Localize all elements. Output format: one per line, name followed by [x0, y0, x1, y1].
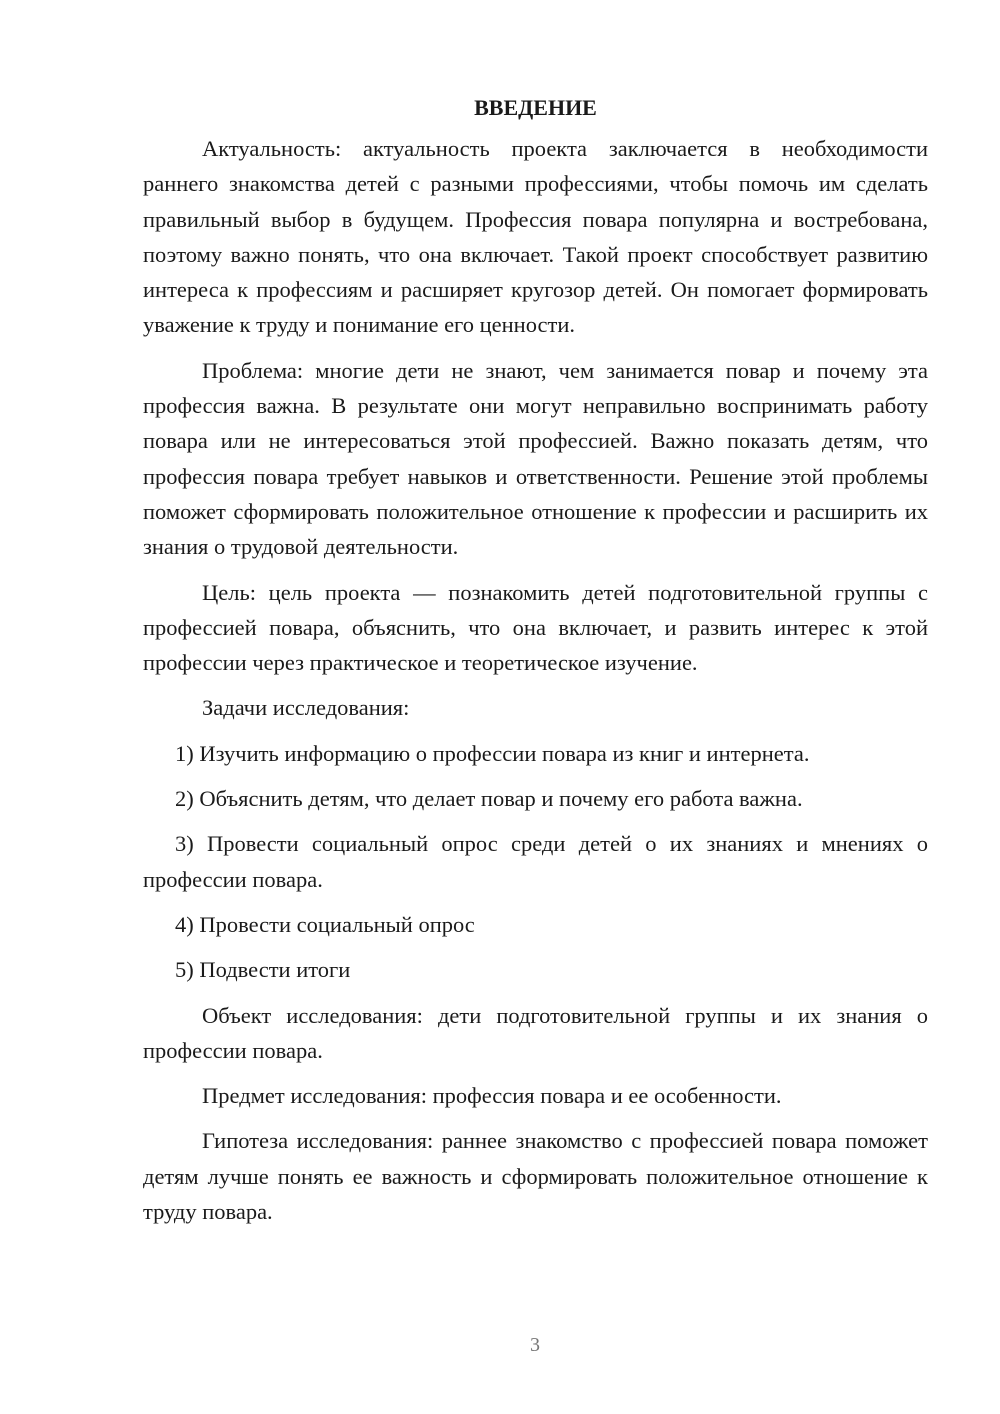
task-item: 2) Объяснить детям, что делает повар и почему его работа важна. — [175, 786, 803, 812]
hypothesis-paragraph: Гипотеза исследования: раннее знакомство с профессией повара поможет детям лучше понять ее важность и сформировать положительное отношение к труду повара. — [143, 1128, 928, 1225]
task-item: 1) Изучить информацию о профессии повара из книг и интернета. — [175, 740, 810, 766]
subject-paragraph: Предмет исследования: профессия повара и ее особенности. — [202, 1083, 782, 1109]
goal-paragraph: Цель: цель проекта — познакомить детей подготовительной группы с профессией повара, объяснить, что она включает, и развить интерес к этой профессии через практическое и теоретическое изучение. — [143, 579, 928, 676]
tasks-heading: Задачи исследования: — [202, 695, 410, 721]
task-item: 4) Провести социальный опрос — [175, 911, 475, 937]
task-item: 3) Провести социальный опрос среди детей о их знаниях и мнениях о профессии повара. — [143, 831, 928, 892]
page-number: 3 — [530, 1334, 540, 1356]
problem-paragraph: Проблема: многие дети не знают, чем занимается повар и почему эта профессия важна. В результате они могут неправильно воспринимать работу повара или не интересоваться этой профессией. Важно показать детям, что профессия повара требует навыков и ответственности. Решение этой проблемы поможет сформировать положительное отношение к профессии и расширить их знания о трудовой деятельности. — [143, 357, 928, 560]
object-paragraph: Объект исследования: дети подготовительной группы и их знания о профессии повара. — [143, 1002, 928, 1063]
page-title: ВВЕДЕНИЕ — [474, 95, 597, 120]
tasks-list — [143, 736, 928, 988]
document-body — [143, 90, 928, 1229]
task-item: 5) Подвести итоги — [175, 957, 351, 983]
relevance-paragraph: Актуальность: актуальность проекта заключается в необходимости раннего знакомства детей с разными профессиями, чтобы помочь им сделать правильный выбор в будущем. Профессия повара популярна и востребована, поэтому важно понять, что она включает. Такой проект способствует развитию интереса к профессиям и расширяет кругозор детей. Он помогает формировать уважение к труду и понимание его ценности. — [143, 136, 928, 338]
